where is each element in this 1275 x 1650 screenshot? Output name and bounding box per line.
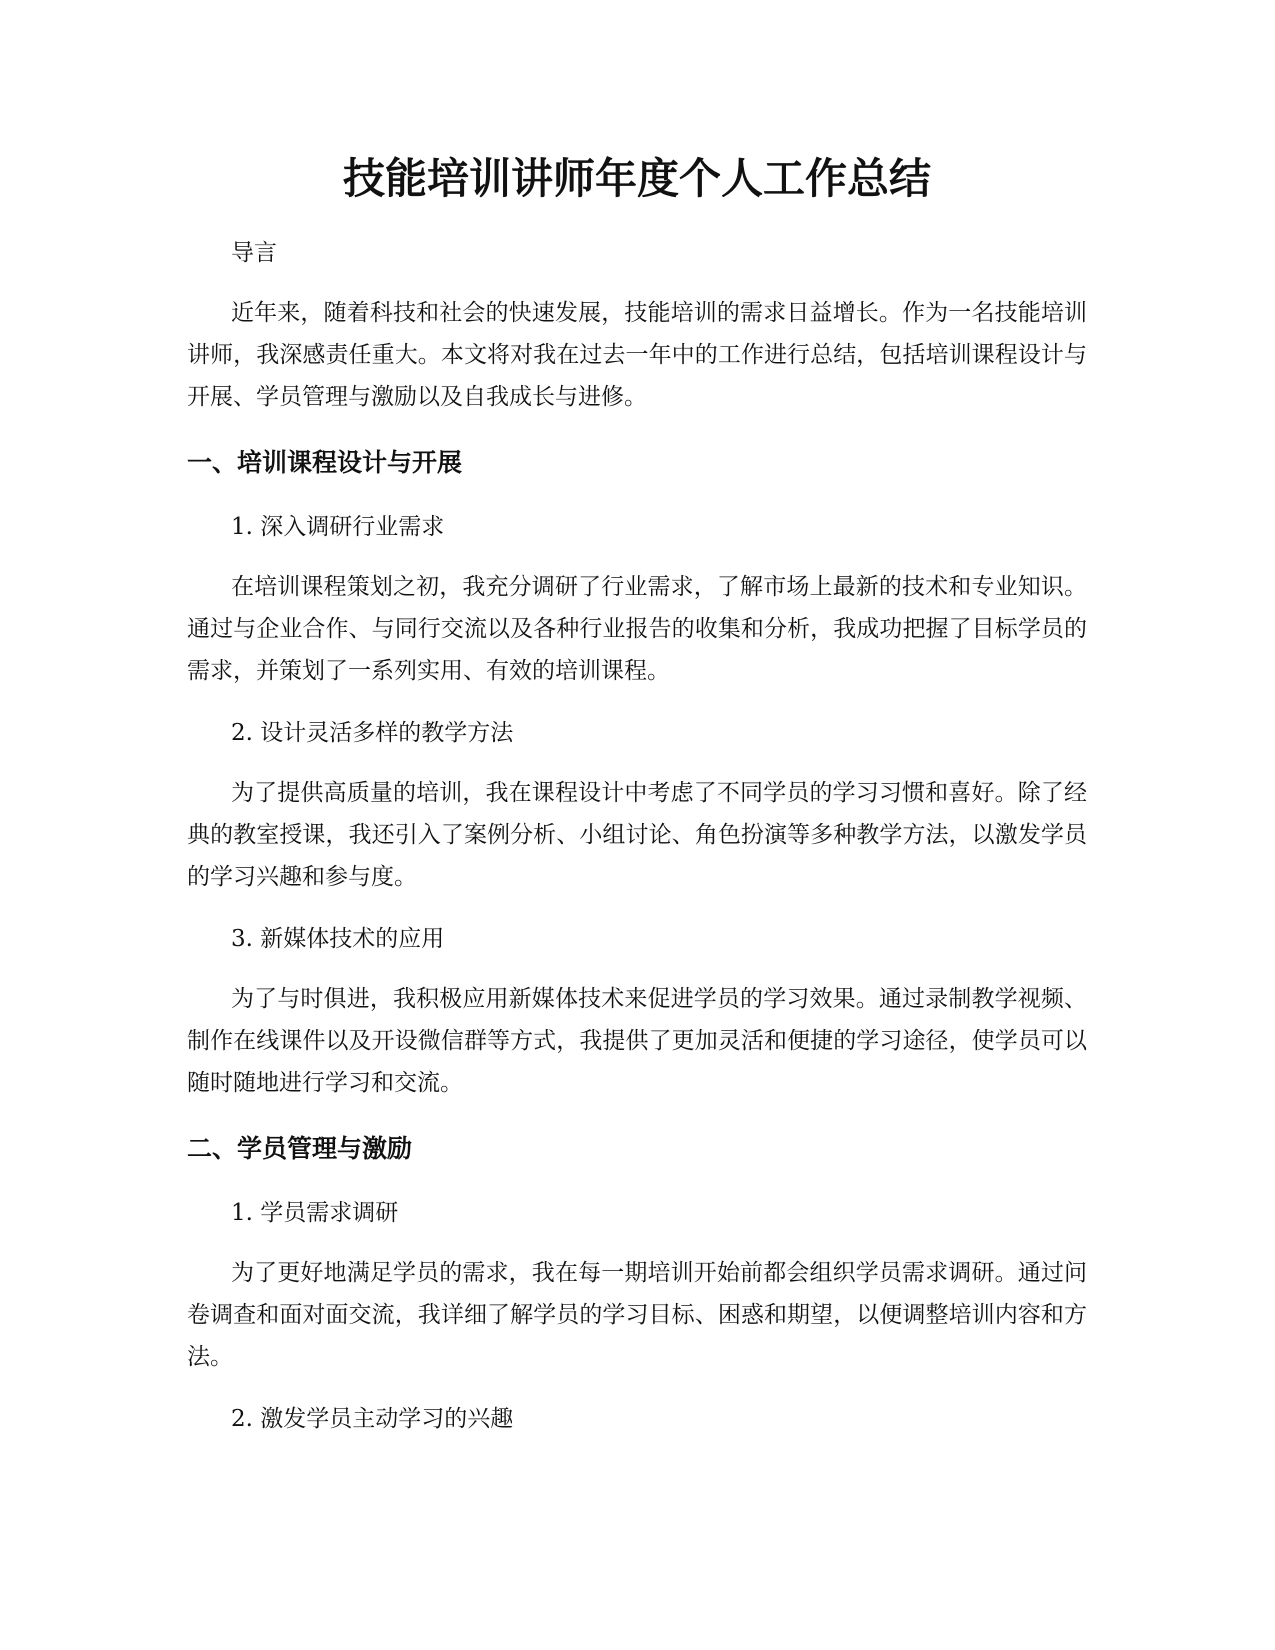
- document-title: 技能培训讲师年度个人工作总结: [342, 154, 931, 203]
- document-body: [187, 150, 1087, 1440]
- subsection-paragraph-1-2: 为了提供高质量的培训，我在课程设计中考虑了不同学员的学习习惯和喜好。除了经典的教室授课，我还引入了案例分析、小组讨论、角色扮演等多种教学方法，以激发学员的学习兴趣和参与度。: [187, 780, 1087, 890]
- subsection-heading-1-1: 1. 深入调研行业需求: [231, 514, 445, 540]
- subsection-heading-1-3: 3. 新媒体技术的应用: [231, 926, 445, 952]
- subsection-heading-2-2: 2. 激发学员主动学习的兴趣: [231, 1406, 514, 1432]
- subsection-heading-1-2: 2. 设计灵活多样的教学方法: [231, 720, 514, 746]
- subsection-heading-2-1: 1. 学员需求调研: [231, 1200, 399, 1226]
- intro-paragraph: 近年来，随着科技和社会的快速发展，技能培训的需求日益增长。作为一名技能培训讲师，我深感责任重大。本文将对我在过去一年中的工作进行总结，包括培训课程设计与开展、学员管理与激励以及自我成长与进修。: [187, 300, 1087, 410]
- section-heading-1: 一、培训课程设计与开展: [187, 448, 463, 477]
- subsection-paragraph-1-1: 在培训课程策划之初，我充分调研了行业需求，了解市场上最新的技术和专业知识。通过与企业合作、与同行交流以及各种行业报告的收集和分析，我成功把握了目标学员的需求，并策划了一系列实用、有效的培训课程。: [187, 574, 1087, 684]
- intro-label: 导言: [231, 240, 277, 266]
- section-heading-2: 二、学员管理与激励: [187, 1134, 413, 1163]
- subsection-paragraph-2-1: 为了更好地满足学员的需求，我在每一期培训开始前都会组织学员需求调研。通过问卷调查和面对面交流，我详细了解学员的学习目标、困惑和期望，以便调整培训内容和方法。: [187, 1260, 1087, 1370]
- subsection-paragraph-1-3: 为了与时俱进，我积极应用新媒体技术来促进学员的学习效果。通过录制教学视频、制作在线课件以及开设微信群等方式，我提供了更加灵活和便捷的学习途径，使学员可以随时随地进行学习和交流。: [187, 986, 1087, 1096]
